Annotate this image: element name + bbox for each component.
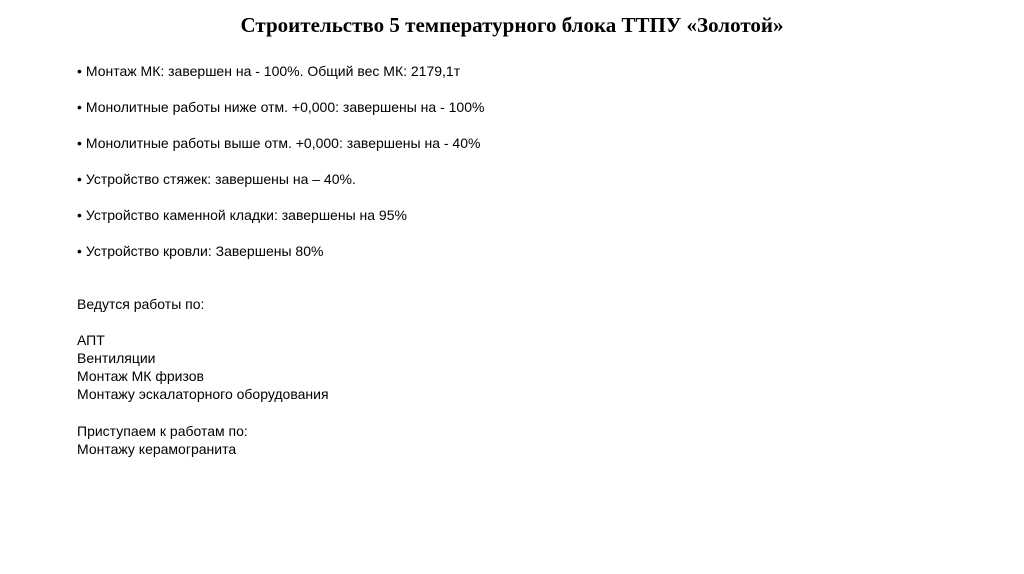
in-progress-item: Вентиляции [77,350,156,366]
in-progress-list [77,331,329,403]
status-item: • Устройство кровли: Завершены 80% [77,241,484,261]
slide-title: Строительство 5 температурного блока ТТПУ «Золотой» [240,13,784,37]
status-item: • Устройство каменной кладки: завершены на 95% [77,205,484,225]
in-progress-item: Монтаж МК фризов [77,368,204,384]
status-item: • Монтаж МК: завершен на - 100%. Общий вес МК: 2179,1т [77,61,484,81]
in-progress-item: Монтажу эскалаторного оборудования [77,386,329,402]
status-item: • Монолитные работы выше отм. +0,000: завершены на - 40% [77,133,484,153]
in-progress-item: АПТ [77,332,105,348]
status-item: • Монолитные работы ниже отм. +0,000: завершены на - 100% [77,97,484,117]
in-progress-heading: Ведутся работы по: [77,296,205,312]
upcoming-item: Монтажу керамогранита [77,441,237,457]
status-item: • Устройство стяжек: завершены на – 40%. [77,169,484,189]
status-list [77,61,484,277]
upcoming-heading: Приступаем к работам по: [77,423,248,439]
upcoming-list [77,440,236,458]
